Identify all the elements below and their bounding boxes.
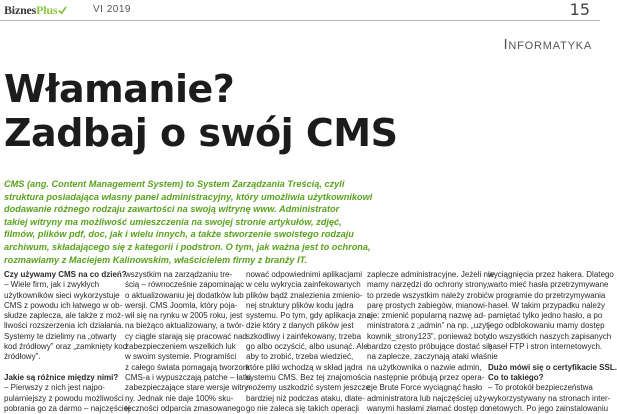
body-line: haseł. W takim przypadku należy: [488, 300, 605, 310]
header-divider: [0, 20, 600, 21]
lead-line: dodawanie różnego rodzaju zawartości na swoją witrynę www. Administrator: [4, 204, 340, 215]
article-lead: [4, 178, 474, 266]
body-line: jego odblokowaniu mamy dostęp: [488, 321, 605, 331]
body-line: możemy uszkodzić system jeszcze: [246, 383, 371, 393]
body-line: ścią – równocześnie zapominając: [125, 280, 245, 290]
body-line: CMS-a i wypuszczają patche – łatki: [125, 372, 251, 382]
body-line: zabezpieczeniem wszelkich luk: [125, 342, 236, 352]
body-line: aby to zrobić, trzeba wiedzieć,: [246, 352, 354, 362]
body-line: plików bądź znalezienia zmienio-: [246, 290, 363, 300]
lead-line: struktura posiadająca własny panel administracyjny, który umożliwia użytkownikowi: [4, 191, 373, 202]
lead-line: archiwum, składającego się z kategorii i podstron. O tym, jak ważna jest to ochrona,: [4, 241, 371, 252]
body-line: użytkowników sieci wykorzystuje: [4, 290, 120, 300]
body-line: wykorzystywany na stronach inter-: [488, 393, 611, 403]
subheading-line: Dużo mówi się o certyfikacie SSL.: [488, 362, 617, 372]
subheading-line: Jakie są różnice między nimi?: [4, 372, 119, 382]
body-line: systemu. Po tym, gdy aplikacja znaj-: [246, 311, 376, 321]
body-line: nej struktury plików kodu jądra: [246, 300, 354, 310]
checkmark-icon: [58, 6, 67, 15]
page-header: [0, 0, 600, 22]
body-line: cy ciągle starają się pracować nad: [125, 331, 247, 341]
body-line: nować odpowiednimi aplikacjami: [246, 270, 363, 279]
body-line: netowych. Po jego zainstalowaniu: [488, 403, 609, 413]
body-line: systemu CMS. Bez tej znajomości: [246, 372, 367, 382]
body-line: w swoim systemie. Programiści: [125, 352, 237, 362]
logo-main-text: Biznes: [4, 3, 37, 17]
body-line: bardzo często próbujące dostać się: [367, 342, 493, 352]
body-line: – To protokół bezpieczeństwa: [488, 383, 593, 393]
body-line: na bieżąco aktualizowany, a twór-: [125, 321, 245, 331]
body-line: w programie do przetrzymywania: [488, 290, 606, 300]
body-line: warto mieć hasła przetrzymywane: [488, 280, 609, 290]
body-line: CMS z powodu ich łatwego w ob-: [4, 300, 123, 310]
body-line: [488, 352, 606, 362]
body-line: – Wiele firm, jak i zwykłych: [4, 280, 100, 290]
body-line: szkodliwy i zainfekowany, trzeba: [246, 331, 362, 341]
body-line: haseł FTP i stron internetowych.: [488, 342, 603, 352]
body-line: cie: zmienić popularną nazwę ad-: [367, 311, 486, 321]
body-line: ny. Jednak nie daje 100% sku-: [125, 393, 234, 403]
text-column: [246, 270, 376, 414]
body-line: kod źródłowy” oraz „zamknięty kod: [4, 342, 128, 352]
body-line: pobrania go za darmo – najczęściej: [4, 403, 130, 413]
lead-line: rozmawiamy z Maciejem Kalinowskim, właścicielem firmy z branży IT.: [4, 254, 308, 265]
text-column: [4, 270, 130, 414]
body-line: pamiętać tylko jedno hasło, a po: [488, 311, 603, 321]
body-line: wanymi hasłami złamać dostęp do: [367, 403, 489, 413]
body-line: słudze zaplecza, ale także z moż-: [4, 311, 124, 321]
body-line: wyciągnięcia przez hakera. Dlatego: [488, 270, 614, 279]
section-label: Informatyka: [503, 36, 592, 53]
body-line: które pliki wchodzą w skład jądra: [246, 362, 363, 372]
body-line: zabezpieczające stare wersje witry-: [125, 383, 251, 393]
body-line: parę prostych zabiegów, mianowi-: [367, 300, 488, 310]
body-line: źródłowy”.: [4, 352, 41, 362]
lead-line: CMS (ang. Content Management System) to System Zarządzania Treścią, czyli: [4, 179, 345, 189]
logo-plus-text: Plus: [36, 3, 58, 17]
body-line: cje Brute Force wyciągnąć hasło: [367, 383, 483, 393]
body-line: na użytkownika o nazwie admin,: [367, 362, 482, 372]
body-line: dzie który z danych plików jest: [246, 321, 354, 331]
magazine-logo: [4, 3, 67, 18]
body-line: go albo oczyścić, albo usunąć. Ale: [246, 342, 368, 352]
text-column: [125, 270, 251, 414]
body-line: Systemy te dzielimy na „otwarty: [4, 331, 117, 341]
body-line: mamy narzędzi do ochrony strony,: [367, 280, 489, 290]
article-body: [4, 270, 617, 413]
body-line: [4, 363, 118, 373]
body-line: o aktualizowaniu jej dodatków lub: [125, 290, 244, 300]
body-line: zaplecze administracyjne. Jeżeli nie: [367, 270, 495, 279]
body-line: wszystkim na zarządzaniu tre-: [125, 270, 233, 279]
title-line: Zadbaj o swój CMS: [4, 111, 398, 155]
body-line: z całego świata pomagają tworzom: [125, 362, 250, 372]
title-line: Włamanie?: [4, 67, 235, 111]
body-line: administratora lub najczęściej uży-: [367, 393, 490, 403]
text-column: [367, 270, 498, 414]
body-line: pularniejszy z powodu możliwości: [4, 393, 124, 403]
body-line: – Pierwszy z nich jest najpo-: [4, 383, 105, 393]
body-line: ministratora z „admin” na np. „uzyt-: [367, 321, 492, 331]
subheading-line: Czy używamy CMS na co dzień?: [4, 270, 127, 279]
body-line: teczności odparcia zmasowanego: [125, 403, 246, 413]
lead-line: takiej witryny ma możliwość umieszczenia na swojej stronie artykułów, zdjęć,: [4, 216, 342, 227]
body-line: wersji. CMS Joomla, który poja-: [125, 300, 238, 310]
body-line: bardziej niż podczas ataku, dlate-: [246, 393, 365, 403]
body-line: go nie zaleca się takich operacji: [246, 403, 359, 413]
issue-date: VI 2019: [93, 4, 131, 15]
body-line: a następnie próbują przez opera-: [367, 372, 485, 382]
body-line: wił się na rynku w 2005 roku, jest: [125, 311, 243, 321]
lead-line: filmów, plików pdf, doc, jak i wielu innych, a także stworzenie swoistego rodzaju: [4, 229, 354, 240]
body-line: liwości rozszerzenia ich działania.: [4, 321, 124, 331]
body-line: to przede wszystkim należy zrobić: [367, 290, 488, 300]
page-number: 15: [569, 0, 590, 19]
body-line: w celu wykrycia zainfekowanych: [246, 280, 361, 290]
body-line: do wszystkich naszych zapisanych: [488, 331, 612, 341]
body-line: kownik_strony123”, ponieważ boty: [367, 331, 490, 341]
body-line: na zaplecze, zaczynają ataki właśnie: [367, 352, 498, 362]
subheading-line: Co to takiego?: [488, 372, 544, 382]
article-title: [4, 67, 398, 155]
text-column: [488, 270, 617, 414]
